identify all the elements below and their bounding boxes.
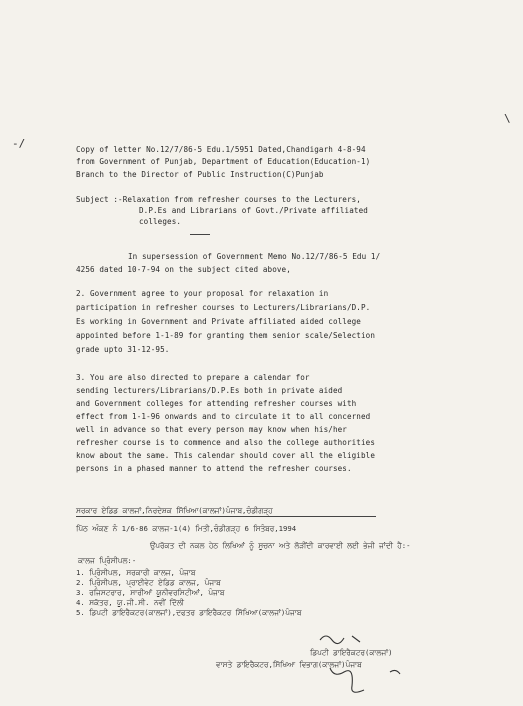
body-line: well in advance so that every person may know when his/her (76, 425, 347, 434)
body-line: participation in refresher courses to Lecturers/Librarians/D.P. (76, 303, 371, 312)
header-line: from Government of Punjab, Department of Education(Education-1) (76, 157, 371, 166)
gurmukhi-line: ਉਪਰੋਕਤ ਦੀ ਨਕਲ ਹੇਠ ਲਿਖਿਆਂ ਨੂੰ ਸੂਚਨਾ ਅਤੇ ਲੋੜੀਂਦੀ ਕਾਰਵਾਈ ਲਈ ਭੇਜੀ ਜਾਂਦੀ ਹੈ:- (150, 541, 411, 550)
body-line: 2. Government agree to your proposal for relaxation in (76, 289, 329, 298)
body-line: persons in a phased manner to attend the refresher courses. (76, 464, 352, 473)
subject-line: colleges. (139, 217, 182, 226)
subject-line: Subject :-Relaxation from refresher courses to the Lecturers, (76, 195, 361, 204)
body-line: 3. You are also directed to prepare a calendar for (76, 373, 310, 382)
gurmukhi-line: ਸਰਕਾਰ ਏਡਿਡ ਕਾਲਜਾਂ,ਨਿਰਦੇਸ਼ਕ ਸਿੱਖਿਆ(ਕਾਲਜਾਂ)ਪੰਜਾਬ,ਚੰਡੀਗੜ੍ਹ (76, 506, 273, 515)
distribution-item: 3. ਰਜਿਸਟਰਾਰ, ਸਾਰੀਆਂ ਯੂਨੀਵਰਸਿਟੀਆਂ, ਪੰਜਾਬ (76, 588, 225, 597)
body-line: Es working in Government and Private affiliated aided college (76, 317, 361, 326)
header-line: Copy of letter No.12/7/86-5 Edu.1/5951 Dated,Chandigarh 4-8-94 (76, 145, 366, 154)
header-line: Branch to the Director of Public Instruction(C)Punjab (76, 170, 324, 179)
gurmukhi-line: ਪਿੱਠ ਅੰਕਣ ਨੰ 1/6-86 ਕਾਲਜ-1(4) ਮਿਤੀ,ਚੰਡੀਗੜ੍ਹ 6 ਸਿਤੰਬਰ,1994 (76, 524, 297, 533)
body-line: In supersession of Government Memo No.12/7/86-5 Edu 1/ (128, 252, 381, 261)
separator (190, 234, 210, 235)
signatory-line: ਡਿਪਟੀ ਡਾਇਰੈਕਟਰ(ਕਾਲਜਾਂ) (310, 648, 393, 657)
gurmukhi-line: ਕਾਲਜ ਪ੍ਰਿੰਸੀਪਲ:- (78, 556, 137, 565)
handwritten-signature (300, 628, 420, 698)
distribution-item: 4. ਸਕੱਤਰ, ਯੂ.ਜੀ.ਸੀ. ਨਵੀਂ ਦਿੱਲੀ (76, 598, 184, 607)
separator (76, 516, 376, 517)
distribution-item: 2. ਪ੍ਰਿੰਸੀਪਲ, ਪ੍ਰਾਈਵੇਟ ਏਡਿਡ ਕਾਲਜ, ਪੰਜਾਬ (76, 578, 221, 587)
body-line: refresher course is to commence and also the college authorities (76, 438, 375, 447)
body-line: know about the same. This calendar should cover all the eligible (76, 451, 375, 460)
body-line: appointed before 1-1-89 for granting them senior scale/Selection (76, 331, 375, 340)
body-line: grade upto 31-12-95. (76, 345, 170, 354)
body-line: 4256 dated 10-7-94 on the subject cited above, (76, 265, 291, 274)
margin-mark: \ (504, 112, 511, 125)
distribution-item: 1. ਪ੍ਰਿੰਸੀਪਲ, ਸਰਕਾਰੀ ਕਾਲਜ, ਪੰਜਾਬ (76, 568, 196, 577)
subject-line: D.P.Es and Librarians of Govt./Private affiliated (139, 206, 368, 215)
body-line: and Government colleges for attending refresher courses with (76, 399, 357, 408)
body-line: sending lecturers/Librarians/D.P.Es both in private aided (76, 386, 343, 395)
distribution-item: 5. ਡਿਪਟੀ ਡਾਇਰੈਕਟਰ(ਕਾਲਜਾਂ),ਦਫਤਰ ਡਾਇਰੈਕਟਰ ਸਿੱਖਿਆ(ਕਾਲਜਾਂ)ਪੰਜਾਬ (76, 608, 302, 617)
margin-mark: -/ (12, 137, 26, 150)
body-line: effect from 1-1-96 onwards and to circulate it to all concerned (76, 412, 371, 421)
signatory-line: ਵਾਸਤੇ ਡਾਇਰੈਕਟਰ,ਸਿੱਖਿਆ ਵਿਭਾਗ(ਕਾਲਜਾਂ)ਪੰਜਾਬ (216, 660, 362, 669)
